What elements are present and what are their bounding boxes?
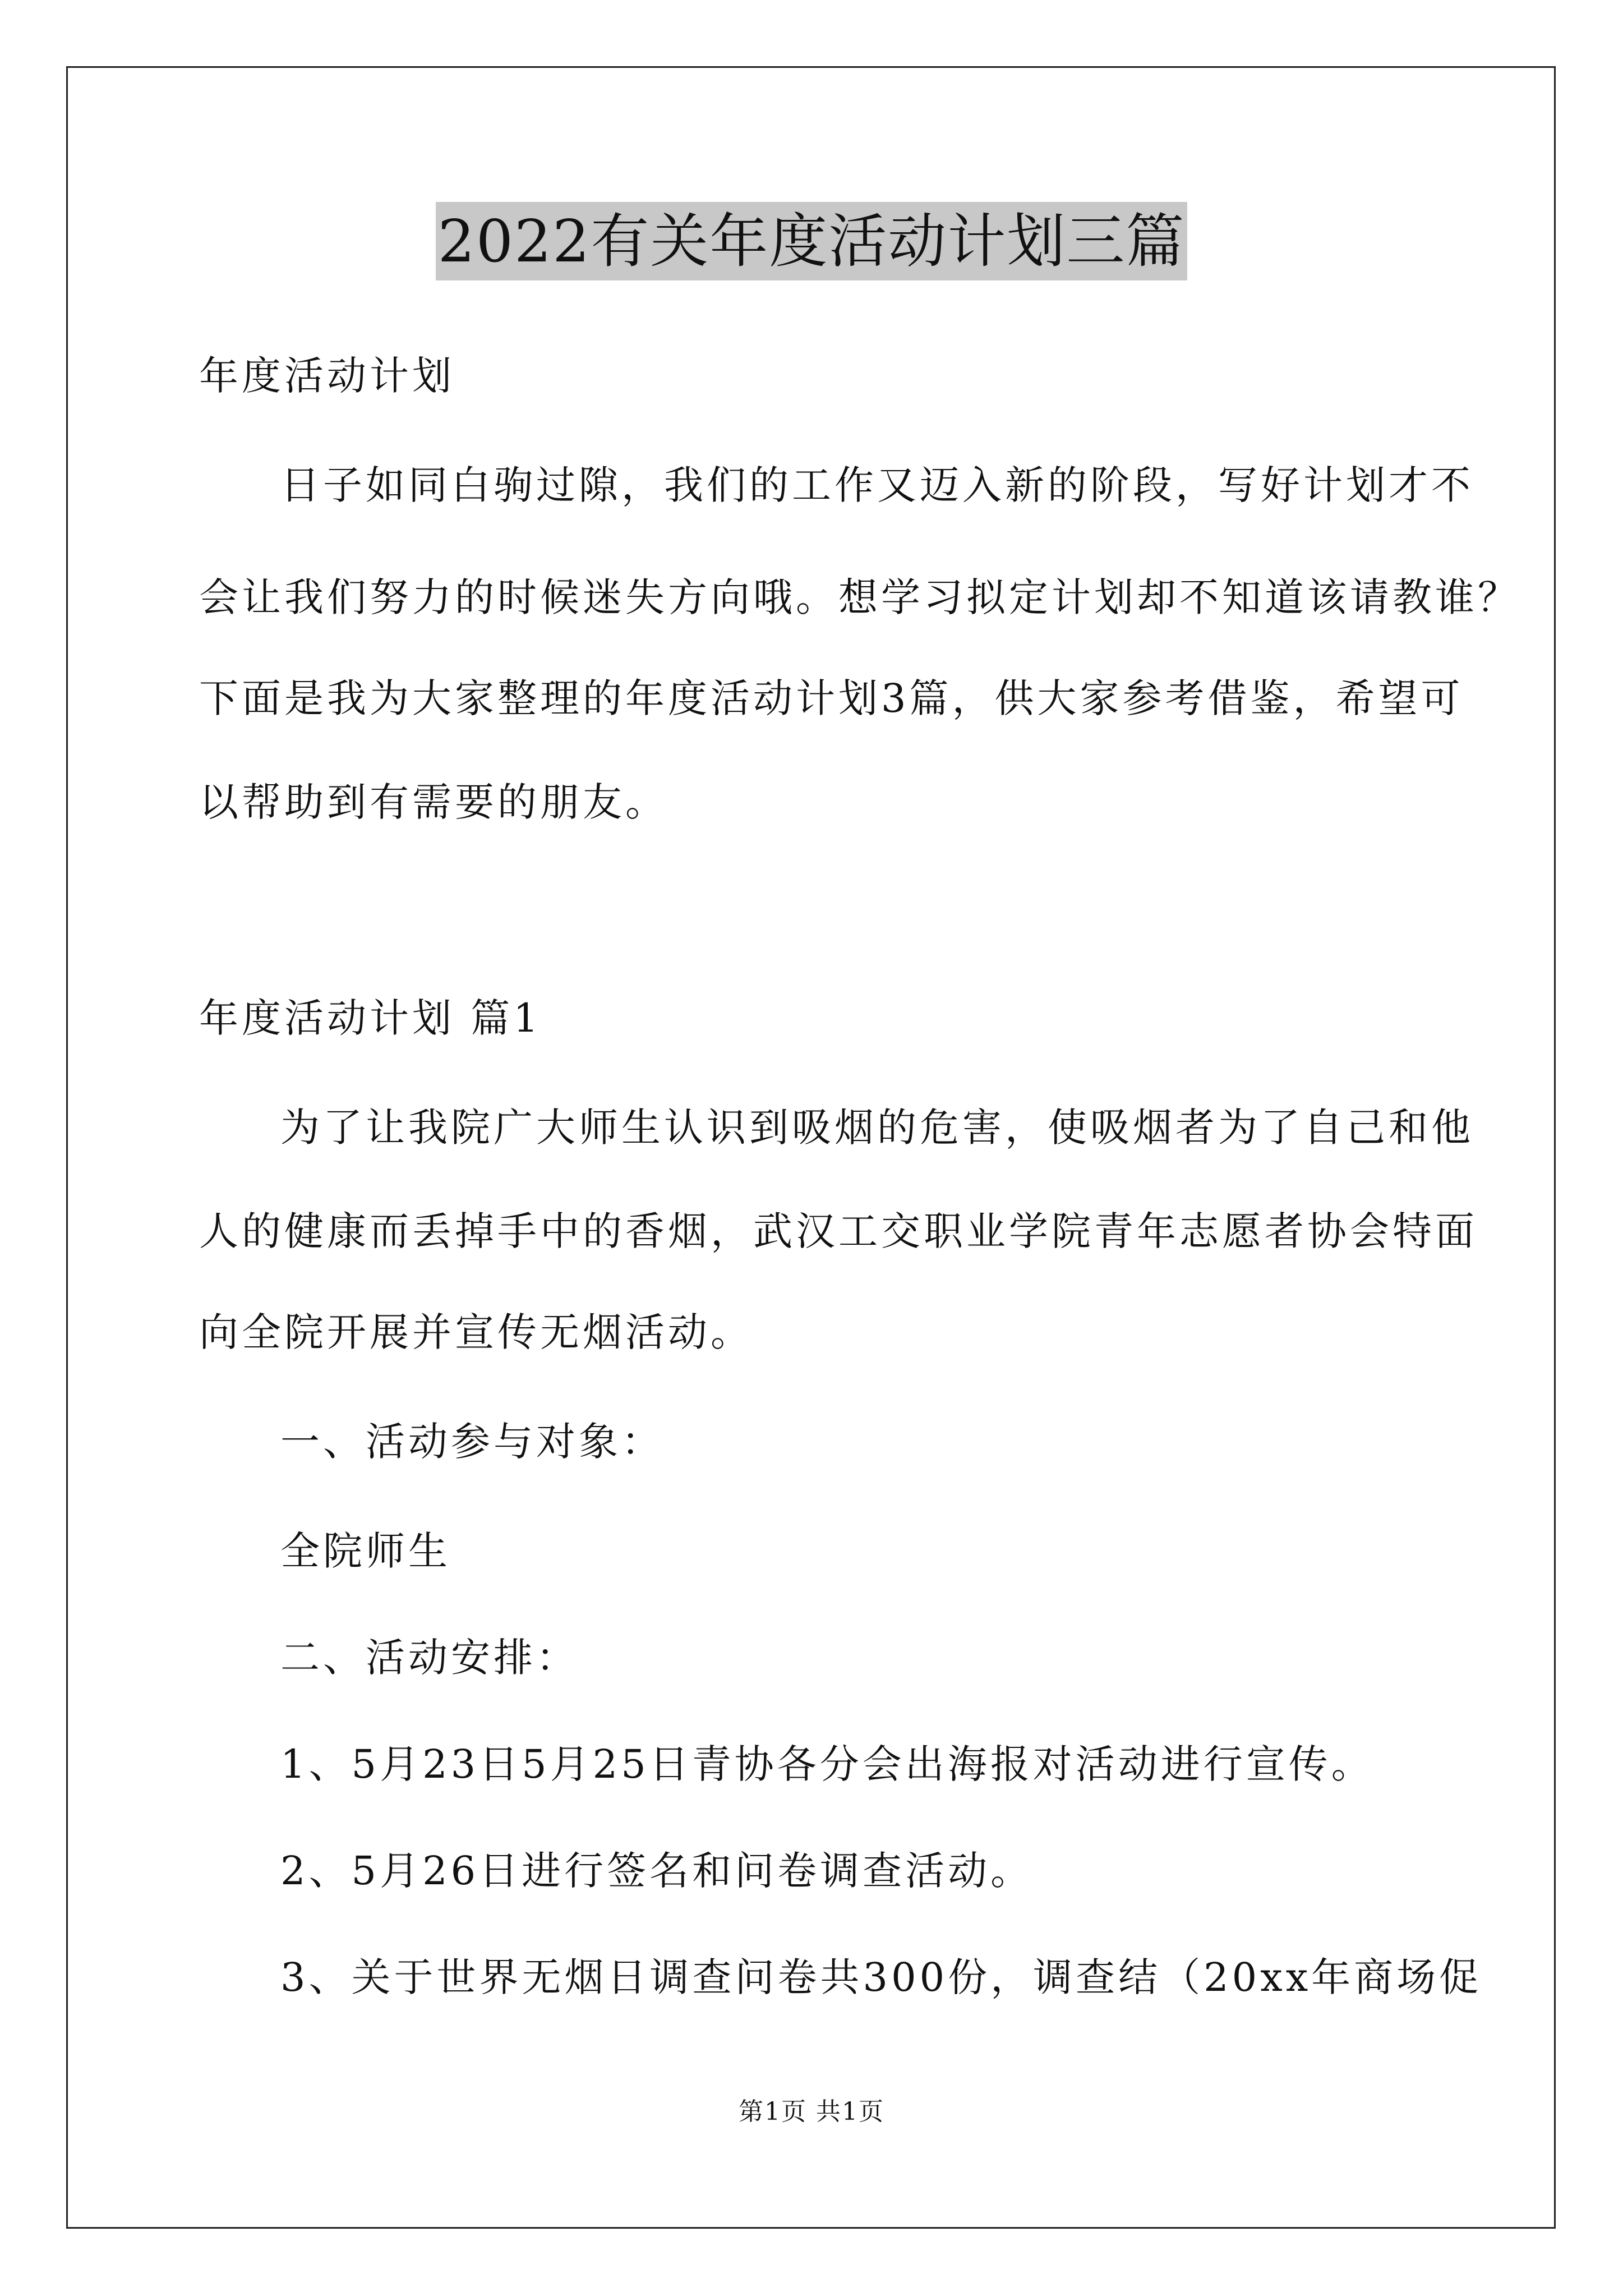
document-title: 2022有关年度活动计划三篇 <box>436 202 1188 280</box>
part1-line-3: 向全院开展并宣传无烟活动。 <box>199 1309 753 1355</box>
page-footer: 第1页 共1页 <box>739 2097 884 2126</box>
list-item-2: 2、5月26日进行签名和问卷调查活动。 <box>280 1848 1034 1894</box>
section1-body: 全院师生 <box>280 1528 451 1574</box>
intro-heading: 年度活动计划 <box>199 353 455 399</box>
part1-line-1: 为了让我院广大师生认识到吸烟的危害，使吸烟者为了自己和他 <box>280 1105 1474 1151</box>
part1-line-2: 人的健康而丢掉手中的香烟，武汉工交职业学院青年志愿者协会特面 <box>199 1208 1478 1254</box>
title-container <box>0 202 1623 280</box>
section2-title: 二、活动安排： <box>280 1635 579 1681</box>
intro-line-4: 以帮助到有需要的朋友。 <box>199 779 668 825</box>
list-item-1: 1、5月23日5月25日青协各分会出海报对活动进行宣传。 <box>280 1741 1374 1787</box>
intro-line-1: 日子如同白驹过隙，我们的工作又迈入新的阶段，写好计划才不 <box>280 462 1474 508</box>
intro-line-3: 下面是我为大家整理的年度活动计划3篇，供大家参考借鉴，希望可 <box>199 675 1464 721</box>
part1-heading: 年度活动计划 篇1 <box>199 995 542 1041</box>
list-item-3: 3、关于世界无烟日调查问卷共300份，调查结（20xx年商场促 <box>280 1954 1482 2000</box>
intro-line-2: 会让我们努力的时候迷失方向哦。想学习拟定计划却不知道该请教谁？ <box>199 574 1520 620</box>
section1-title: 一、活动参与对象： <box>280 1419 664 1465</box>
